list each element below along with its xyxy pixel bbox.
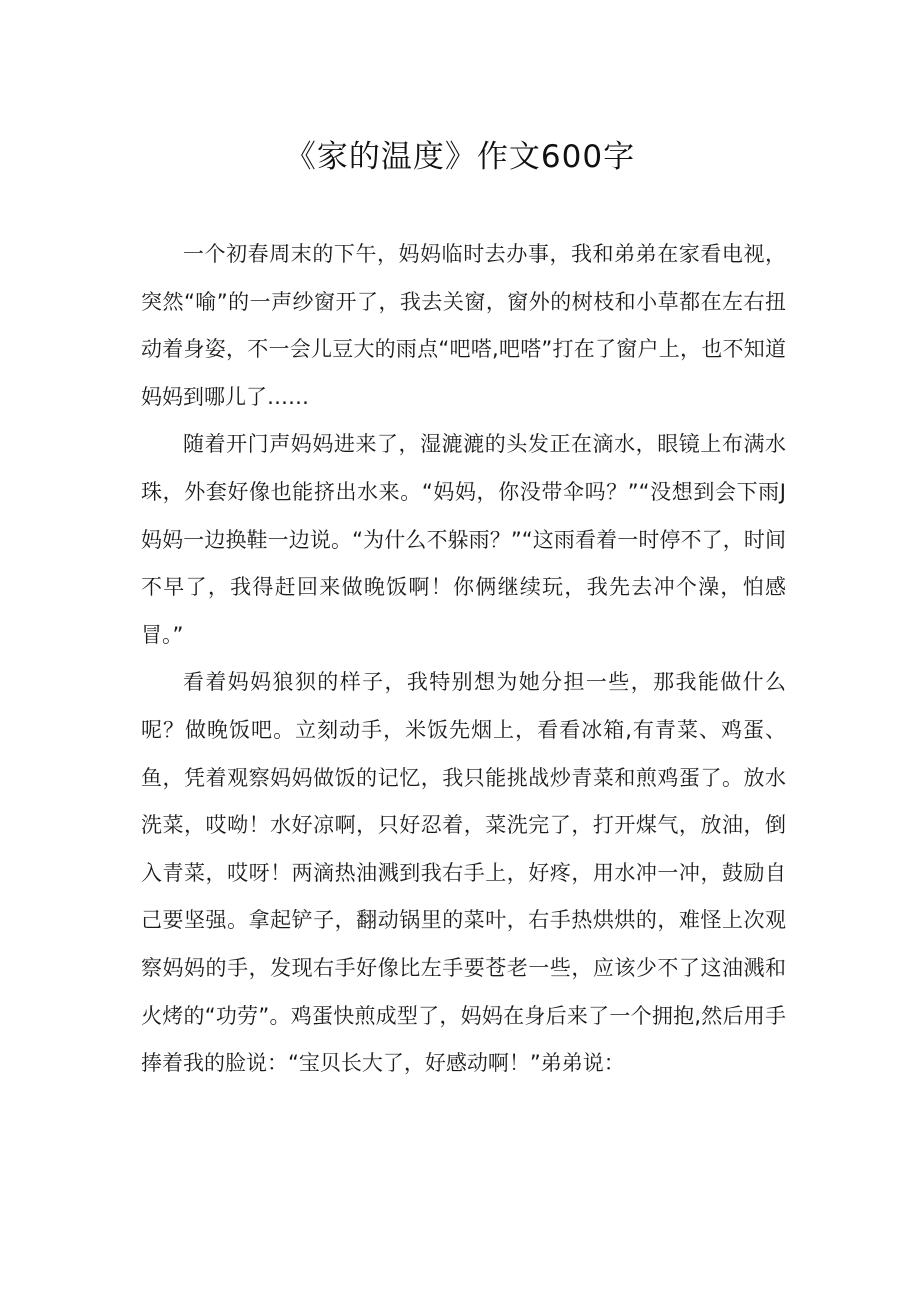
paragraph-3: 看着妈妈狼狈的样子，我特别想为她分担一些，那我能做什么呢？做晚饭吧。立刻动手，米饭先烟上，看看冰箱,有青菜、鸡蛋、鱼，凭着观察妈妈做饭的记忆，我只能挑战炒青菜和煎鸡蛋了。放水洗菜，哎呦！水好凉啊，只好忍着，菜洗完了，打开煤气，放油，倒入青菜，哎呀！两滴热油溅到我右手上，好疼，用水冲一冲，鼓励自己要坚强。拿起铲子，翻动锅里的菜叶，右手热烘烘的，难怪上次观察妈妈的手，发现右手好像比左手要苍老一些，应该少不了这油溅和火烤的“功劳”。鸡蛋快煎成型了，妈妈在身后来了一个拥抱,然后用手捧着我的脸说：“宝贝长大了，好感动啊！”弟弟说： — [141, 670, 786, 1076]
paragraph-2: 随着开门声妈妈进来了，湿漉漉的头发正在滴水，眼镜上布满水珠，外套好像也能挤出水来。“妈妈，你没带伞吗？”“没想到会下雨J妈妈一边换鞋一边说。“为什么不躲雨？”“这雨看着一时停不了，时间不早了，我得赶回来做晚饭啊！你俩继续玩，我先去冲个澡，怕感冒。” — [141, 432, 786, 647]
document-title: 《家的温度》作文600字 — [284, 139, 636, 175]
paragraph-1: 一个初春周末的下午，妈妈临时去办事，我和弟弟在家看电视，突然“喻”的一声纱窗开了，我去关窗，窗外的树枝和小草都在左右扭动着身姿，不一会儿豆大的雨点“吧嗒,吧嗒”打在了窗户上，也不知道妈妈到哪儿了…… — [141, 242, 786, 409]
document-body — [141, 231, 786, 1088]
